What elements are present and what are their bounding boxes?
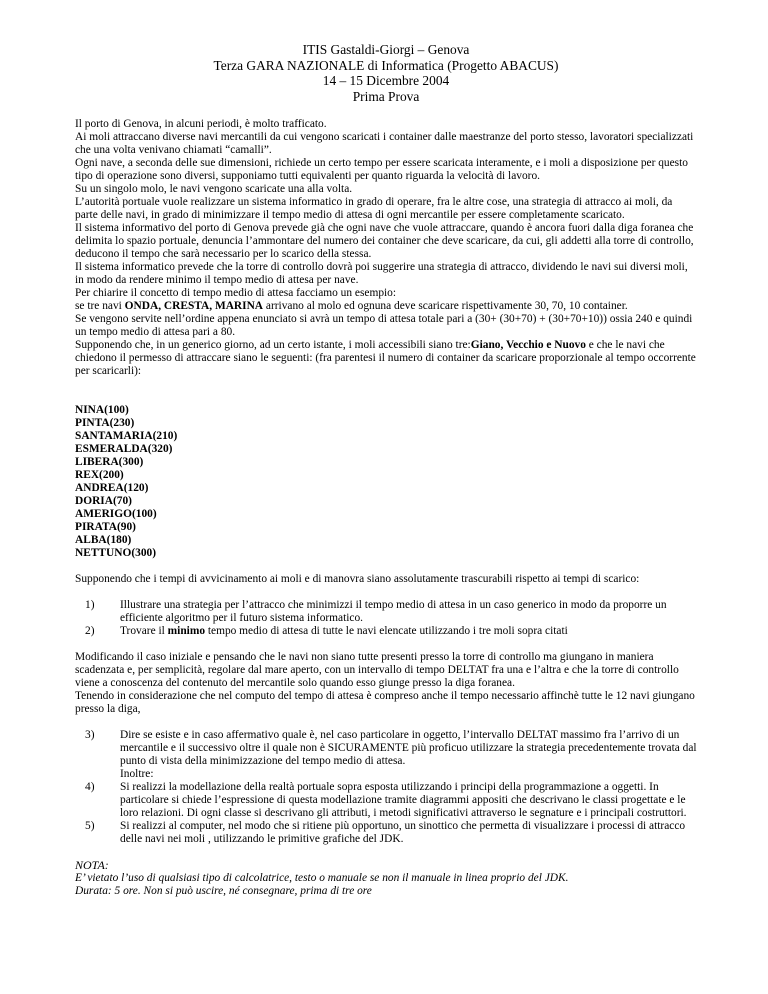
intro-paragraph: Per chiarire il concetto di tempo medio di attesa facciamo un esempio: xyxy=(75,287,397,300)
competition-title: Terza GARA NAZIONALE di Informatica (Progetto ABACUS) xyxy=(213,57,559,73)
ship-list-item: AMERIGO(100) xyxy=(75,508,157,521)
question-item xyxy=(75,599,697,625)
document-page xyxy=(75,42,697,898)
intro-paragraph: Ai moli attraccano diverse navi mercantili da cui vengono scaricati i container dalle maestranze del porto stesso, lavoratori specializzati che una volta venivano chiamati “camalli”. xyxy=(75,131,694,157)
note-line: Durata: 5 ore. Non si può uscire, né consegnare, prima di tre ore xyxy=(75,885,372,898)
question-text: tempo medio di attesa di tutte le navi elencate utilizzando i tre moli sopra citati xyxy=(205,625,568,638)
ship-list-item: REX(200) xyxy=(75,469,124,482)
question-text: Dire se esiste e in caso affermativo quale è, nel caso particolare in oggetto, l’intervallo DELTAT massimo fra l’arrivo di un mercantile e il successivo oltre il quale non è SICURAMENTE più proficuo utilizzare la strategia precedentemente trovata dal punto di vista della minimizzazione del tempo medio di attesa. xyxy=(120,729,697,768)
assumption-paragraph: Supponendo che i tempi di avvicinamento ai moli e di manovra siano assolutamente trascurabili rispetto ai tempi di scarico: xyxy=(75,573,640,586)
ship-list-item: SANTAMARIA(210) xyxy=(75,430,178,443)
question-extra: Inoltre: xyxy=(120,768,154,781)
intro-paragraph: L’autorità portuale vuole realizzare un sistema informatico in grado di operare, fra le altre cose, una strategia di attracco ai moli, da parte delle navi, in grado di minimizzare il tempo medio di attesa di ogni mercantile per essere completamente scaricato. xyxy=(75,196,673,222)
ship-list-item: NETTUNO(300) xyxy=(75,547,157,560)
example-paragraph xyxy=(75,300,697,313)
pier-names: Giano, Vecchio e Nuovo xyxy=(470,339,586,352)
scenario-paragraph xyxy=(75,339,697,378)
question-text: Trovare il xyxy=(120,625,168,638)
ship-list-item: NINA(100) xyxy=(75,404,129,417)
ship-list-item: PIRATA(90) xyxy=(75,521,136,534)
question-text: Illustrare una strategia per l’attracco che minimizzi il tempo medio di attesa in un caso generico in modo da proporre un efficiente algoritmo per il futuro sistema informatico. xyxy=(120,599,667,625)
test-title: Prima Prova xyxy=(352,88,420,104)
question-emphasis: minimo xyxy=(167,625,206,638)
intro-paragraph: Se vengono servite nell’ordine appena enunciato si avrà un tempo di attesa totale pari a (30+ (30+70) + (30+70+10)) ossia 240 e quindi un tempo medio di attesa pari a 80. xyxy=(75,313,693,339)
example-text: arrivano al molo ed ognuna deve scaricare rispettivamente 30, 70, 10 container. xyxy=(263,300,628,313)
question-list-1 xyxy=(75,599,697,638)
ship-list-item: ANDREA(120) xyxy=(75,482,149,495)
note-line: E’ vietato l’uso di qualsiasi tipo di calcolatrice, testo o manuale se non il manuale in linea proprio del JDK. xyxy=(75,872,569,885)
question-number: 1) xyxy=(85,599,95,612)
question-item xyxy=(75,820,697,846)
question-item xyxy=(75,625,697,638)
ship-list-item: ALBA(180) xyxy=(75,534,132,547)
ship-names-example: ONDA, CRESTA, MARINA xyxy=(124,300,264,313)
ship-list-item: PINTA(230) xyxy=(75,417,135,430)
scenario-text: Supponendo che, in un generico giorno, ad un certo istante, i moli accessibili siano tre: xyxy=(75,339,471,352)
intro-paragraph: Il porto di Genova, in alcuni periodi, è molto trafficato. xyxy=(75,118,327,131)
question-number: 5) xyxy=(85,820,95,833)
scenario-text: e che le navi che chiedono il permesso di attraccare siano le seguenti: (fra parentesi il numero di container da scaricare proporzionale al tempo occorrente per scaricarli): xyxy=(75,339,696,378)
ship-list-item: LIBERA(300) xyxy=(75,456,144,469)
document-body xyxy=(75,118,697,898)
document-header xyxy=(75,42,697,104)
question-item xyxy=(75,729,697,781)
example-text: se tre navi xyxy=(75,300,125,313)
ship-list-item: ESMERALDA(320) xyxy=(75,443,173,456)
question-number: 3) xyxy=(85,729,95,742)
question-item xyxy=(75,781,697,820)
question-list-2 xyxy=(75,729,697,846)
ship-list-item: DORIA(70) xyxy=(75,495,132,508)
intro-paragraph: Il sistema informatico prevede che la torre di controllo dovrà poi suggerire una strategia di attracco, dividendo le navi sui diversi moli, in modo da rendere minimo il tempo medio di attesa per nave. xyxy=(75,261,688,287)
intro-paragraph: Su un singolo molo, le navi vengono scaricate una alla volta. xyxy=(75,183,353,196)
question-text: Si realizzi al computer, nel modo che si ritiene più opportuno, un sinottico che permetta di visualizzare i processi di attracco delle navi nei moli , utilizzando le primitive grafiche del JDK. xyxy=(120,820,686,846)
variant-paragraph: Modificando il caso iniziale e pensando che le navi non siano tutte presenti presso la torre di controllo ma giungano in maniera scadenzata e, per semplicità, regolare dal mare aperto, con un intervallo di tempo DELTAT fra una e l’altra e che la torre di controllo viene a conoscenza del contenuto del mercantile solo quando esso giunge presso la diga foranea. xyxy=(75,651,679,690)
intro-paragraph: Il sistema informativo del porto di Genova prevede già che ogni nave che vuole attraccare, quando è ancora fuori dalla diga foranea che delimita lo spazio portuale, denuncia l’ammontare del numero dei container che deve scaricare, da cui, gli addetti alla torre di controllo, deducono il tempo che sarà necessario per lo scarico della stessa. xyxy=(75,222,694,261)
ship-list xyxy=(75,404,697,560)
competition-dates: 14 – 15 Dicembre 2004 xyxy=(322,73,450,89)
school-name: ITIS Gastaldi-Giorgi – Genova xyxy=(302,42,470,57)
note-title: NOTA: xyxy=(75,858,109,873)
intro-paragraph: Ogni nave, a seconda delle sue dimensioni, richiede un certo tempo per essere scaricata interamente, e i moli a disposizione per questo tipo di operazione sono diversi, supponiamo tutti equivalenti per quanto riguarda la velocità di lavoro. xyxy=(75,157,688,183)
question-text: Si realizzi la modellazione della realtà portuale sopra esposta utilizzando i principi della programmazione a oggetti. In particolare si chiede l’espressione di questa modellazione tramite diagrammi appositi che descrivano le classi progettate e le loro relazioni. Di ogni classe si descrivano gli attributi, i metodi significativi attraverso le segnature e i principali costruttori. xyxy=(120,781,687,820)
variant-paragraph: Tenendo in considerazione che nel computo del tempo di attesa è compreso anche il tempo necessario affinchè tutte le 12 navi giungano presso la diga, xyxy=(75,690,695,716)
question-number: 2) xyxy=(85,625,95,638)
question-number: 4) xyxy=(85,781,95,794)
note-section xyxy=(75,859,697,898)
